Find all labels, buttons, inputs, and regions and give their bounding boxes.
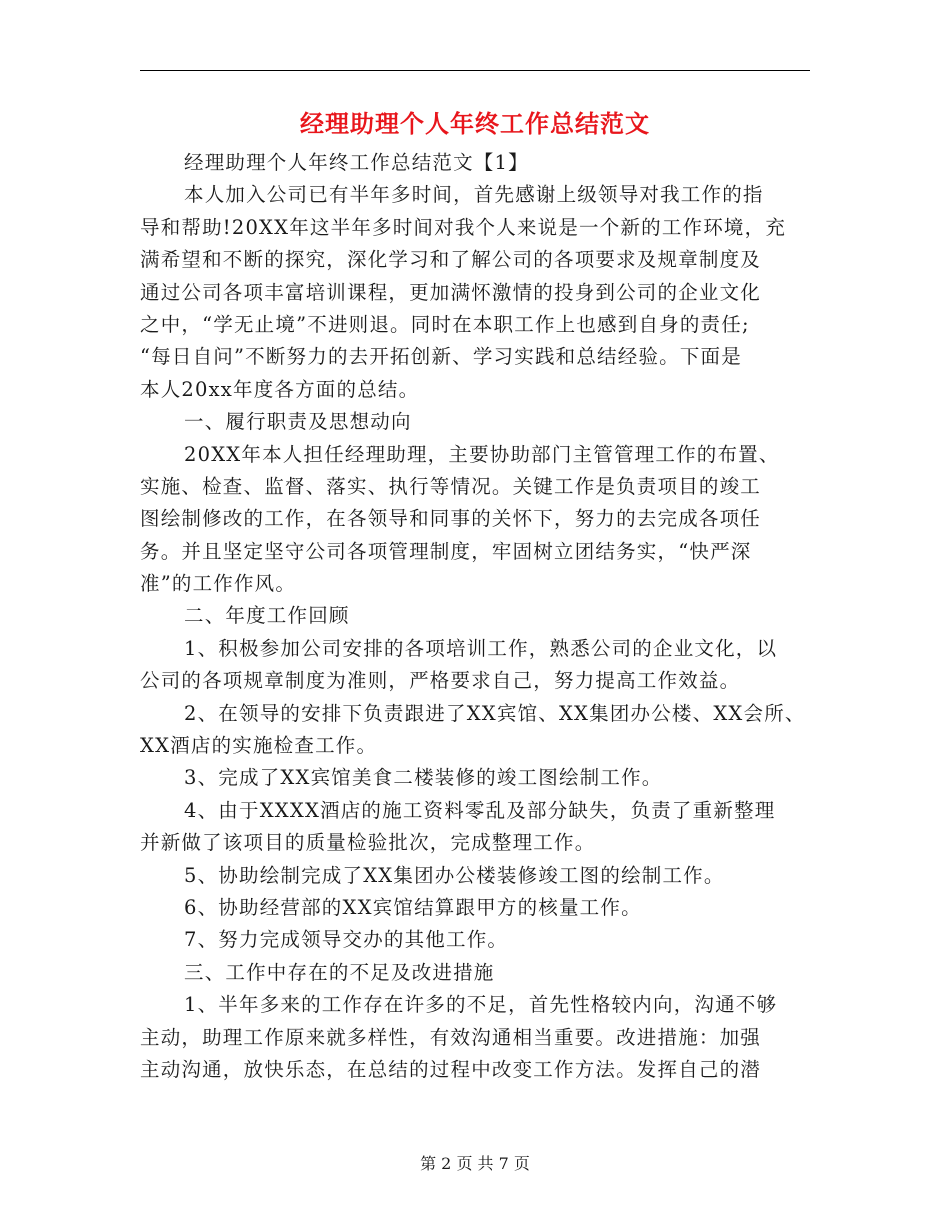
header-rule [140, 70, 810, 71]
text-line: 一、履行职责及思想动向 [184, 410, 412, 434]
text-line: 公司的各项规章制度为准则，严格要求自己，努力提高工作效益。 [140, 669, 741, 693]
text-line: 务。并且坚定坚守公司各项管理制度，牢固树立团结务实，“快严深 [140, 539, 752, 563]
text-line: 主动，助理工作原来就多样性，有效沟通相当重要。改进措施：加强 [140, 1025, 762, 1049]
text-line: 三、工作中存在的不足及改进措施 [184, 960, 495, 984]
text-line: 7、努力完成领导交办的其他工作。 [184, 928, 509, 952]
document-body [140, 147, 810, 1086]
text-line: 主动沟通，放快乐态，在总结的过程中改变工作方法。发挥自己的潜 [140, 1057, 762, 1081]
text-line: 20XX年本人担任经理助理，主要协助部门主管管理工作的布置、 [184, 442, 780, 466]
text-line: 经理助理个人年终工作总结范文【1】 [184, 151, 529, 174]
text-line: 图绘制修改的工作，在各领导和同事的关怀下，努力的去完成各项任 [140, 507, 762, 531]
text-line: 实施、检查、监督、落实、执行等情况。关键工作是负责项目的竣工 [140, 474, 762, 498]
text-line: 准”的工作作风。 [140, 572, 297, 596]
text-line: XX酒店的实施检查工作。 [140, 734, 378, 758]
text-line: 1、积极参加公司安排的各项培训工作，熟悉公司的企业文化，以 [184, 636, 778, 660]
text-line: 本人加入公司已有半年多时间，首先感谢上级领导对我工作的指 [184, 183, 764, 207]
text-line: 导和帮助!20XX年这半年多时间对我个人来说是一个新的工作环境，充 [140, 215, 787, 239]
text-line: 2、在领导的安排下负责跟进了XX宾馆、XX集团办公楼、XX会所、 [184, 701, 806, 725]
text-line: 5、协助绘制完成了XX集团办公楼装修竣工图的绘制工作。 [184, 863, 725, 887]
text-line: 满希望和不断的探究，深化学习和了解公司的各项要求及规章制度及 [140, 248, 762, 272]
document-title: 经理助理个人年终工作总结范文 [300, 109, 650, 138]
text-line: 1、半年多来的工作存在许多的不足，首先性格较内向，沟通不够 [184, 993, 778, 1017]
text-line: 4、由于XXXX酒店的施工资料零乱及部分缺失，负责了重新整理 [184, 798, 776, 822]
text-line: “每日自问”不断努力的去开拓创新、学习实践和总结经验。下面是 [140, 345, 742, 369]
text-line: 3、完成了XX宾馆美食二楼装修的竣工图绘制工作。 [184, 766, 663, 790]
text-line: 并新做了该项目的质量检验批次，完成整理工作。 [140, 831, 596, 855]
text-line: 6、协助经营部的XX宾馆结算跟甲方的核量工作。 [184, 895, 642, 919]
text-line: 之中，“学无止境”不进则退。同时在本职工作上也感到自身的责任; [140, 312, 750, 336]
text-line: 本人20xx年度各方面的总结。 [140, 377, 420, 401]
text-line: 二、年度工作回顾 [184, 604, 350, 628]
text-line: 通过公司各项丰富培训课程，更加满怀激情的投身到公司的企业文化 [140, 280, 762, 304]
page-number-footer: 第 2 页 共 7 页 [420, 1154, 530, 1173]
